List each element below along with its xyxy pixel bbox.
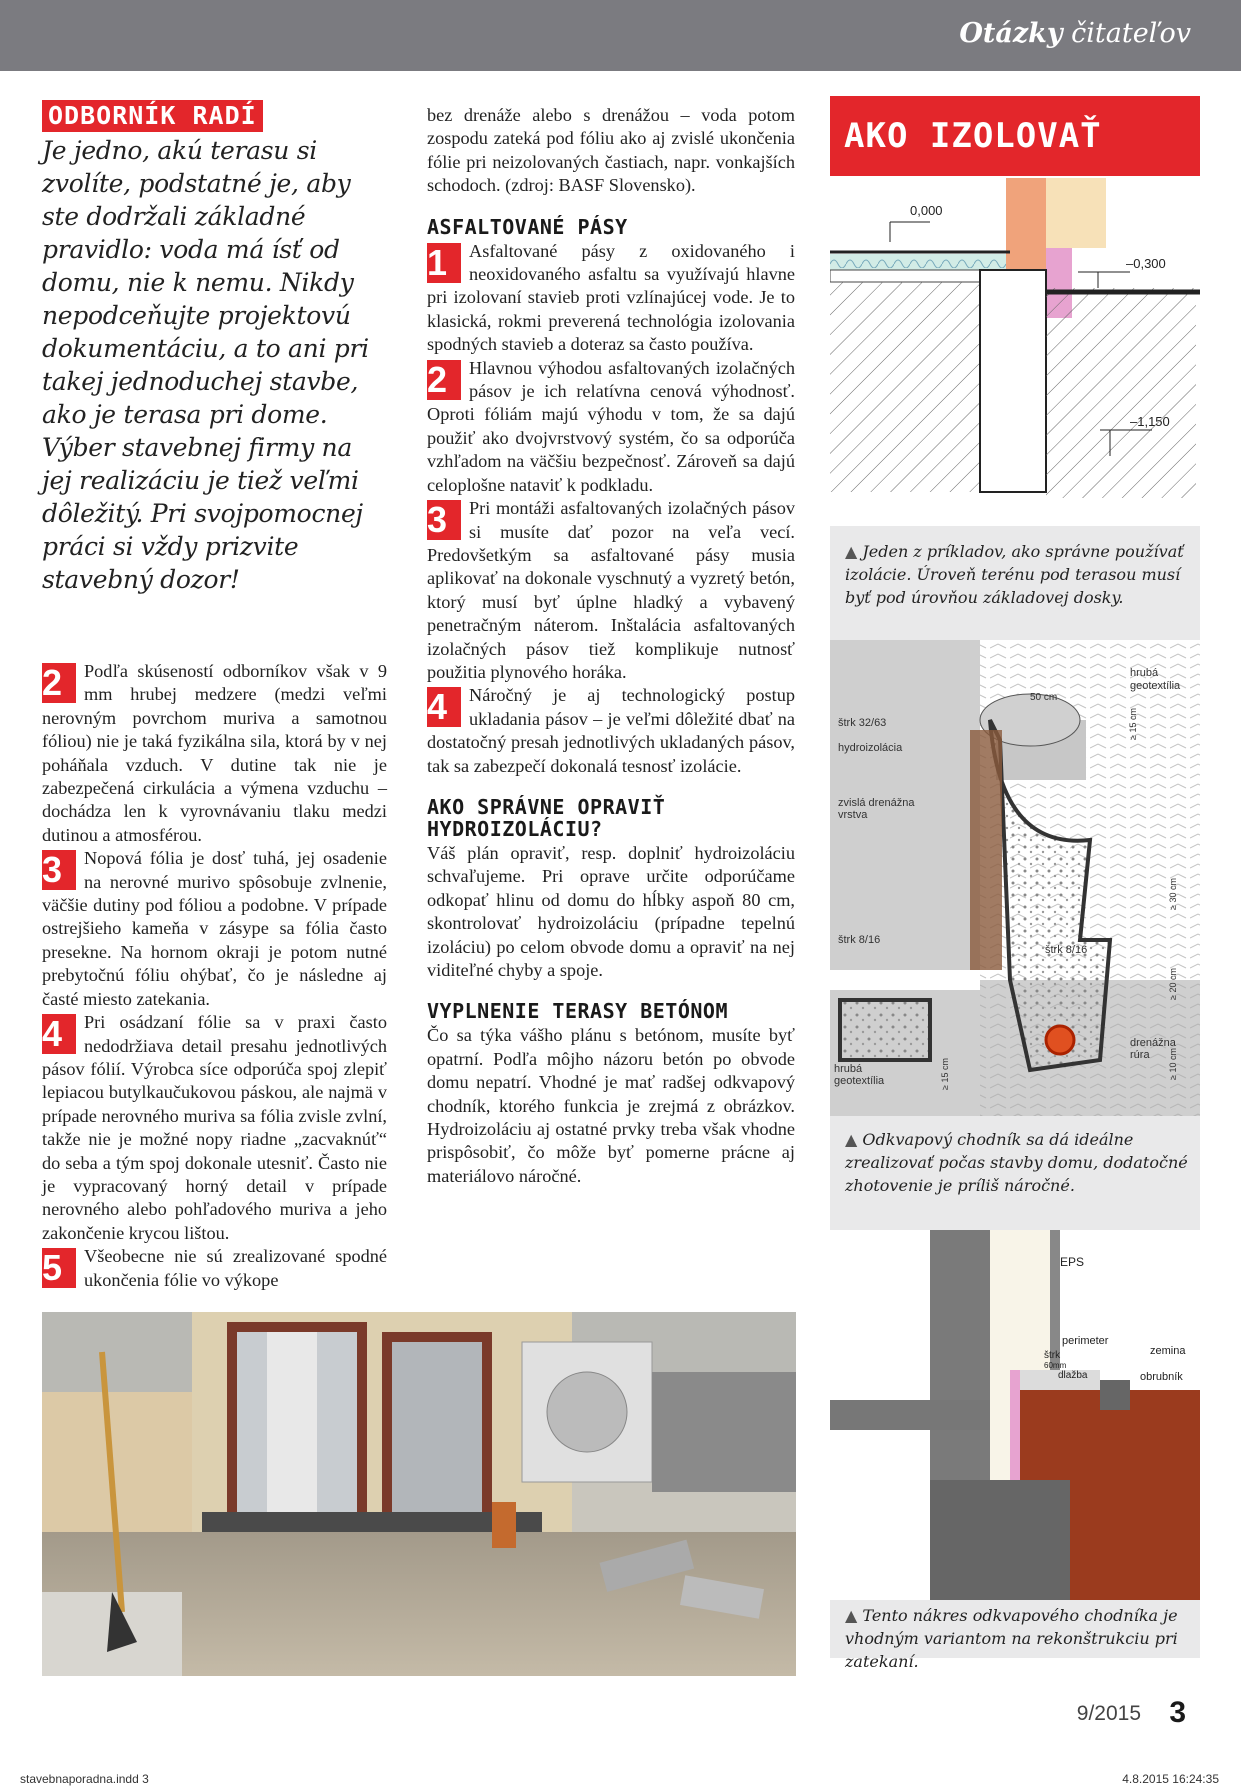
page-number: 3 (1169, 1696, 1186, 1729)
footer-filename: stavebnaporadna.indd 3 (20, 1772, 149, 1786)
col1-item (42, 1245, 387, 1292)
level-label-300: –0,300 (1126, 256, 1166, 271)
level-label-0: 0,000 (910, 203, 943, 218)
caption-diagram-2: ▲ Odkvapový chodník sa dá ideálne zrealizovať počas stavby domu, dodatočné zhotovenie je príliš náročné. (845, 1130, 1188, 1195)
asfalt-item (427, 684, 795, 778)
panel-title-box (830, 96, 1200, 176)
svg-text:EPS: EPS (1060, 1255, 1085, 1269)
svg-text:štrk 32/63: štrk 32/63 (838, 717, 887, 729)
svg-text:≥ 15 cm: ≥ 15 cm (940, 1058, 950, 1090)
number-badge: 2 (42, 663, 76, 703)
svg-text:štrk 8/16: štrk 8/16 (838, 934, 881, 946)
item-text: Všeobecne nie sú zrealizované spodné ukončenia fólie vo výkope (84, 1246, 387, 1290)
svg-text:perimeter: perimeter (1062, 1335, 1109, 1347)
level-label-1150: –1,150 (1130, 414, 1170, 429)
number-badge: 3 (42, 850, 76, 890)
svg-text:obrubník: obrubník (1140, 1371, 1183, 1383)
diagram-drip-walkway (830, 640, 1200, 1116)
photo-house-terrace (42, 1312, 796, 1676)
item-text: Hlavnou výhodou asfaltovaných izolačných pásov je ich relatívna cenová výhodnosť. Oproti fóliám majú výhodu v tom, že sa dajú použiť ako dvojvrstvový systém, čo sa odporúča vzhľadom na väčšiu bezpečnosť. Zároveň sa dajú celoplošne nataviť k podkladu. (427, 357, 795, 495)
panel-title: AKO IZOLOVAŤ (844, 116, 1102, 156)
svg-text:≥ 30 cm: ≥ 30 cm (1168, 878, 1178, 910)
svg-text:hrubá: hrubá (834, 1063, 863, 1075)
caption-diagram-3: ▲ Tento nákres odkvapového chodníka je vhodným variantom na rekonštrukciu pri zatekaní. (845, 1606, 1178, 1671)
col1-item (42, 660, 387, 847)
header-bar (0, 0, 1241, 71)
asfalt-item (427, 357, 795, 497)
number-badge: 3 (427, 500, 461, 540)
intro-paragraph: bez drenáže alebo s drenážou – voda potom zospodu zateká pod fóliu ako aj zvislé ukončenia fólie pri neizolovaných častiach, napr. vonkajších schodoch. (zdroj: BASF Slovensko). (427, 105, 795, 196)
item-text: Nopová fólia je dosť tuhá, jej osadenie na nerovné murivo spôsobuje zvlnenie, väčšie dutiny pod fóliou a podobne. V prípade ostrejšieho kameňa v zásype sa fólia často presekne. Na hornom okraji je potom nutné prebytočnú fóliu ohýbať, čo je následne aj časté miesto zatekania. (42, 848, 387, 1009)
svg-text:60mm: 60mm (1044, 1361, 1067, 1370)
number-badge: 5 (42, 1248, 76, 1288)
issue-number: 9/2015 (1076, 1702, 1141, 1725)
svg-text:rúra: rúra (1130, 1049, 1150, 1061)
col1-item (42, 847, 387, 1011)
expert-label: ODBORNÍK RADÍ (42, 100, 263, 132)
svg-text:drenážna: drenážna (1130, 1037, 1176, 1049)
svg-text:hrubá: hrubá (1130, 667, 1159, 679)
paragraph-vyplnenie-terasy: Čo sa týka vášho plánu s betónom, musíte byť opatrní. Podľa môjho názoru betón po obvode domu nepatrí. Vhodné je mať radšej odkvapový chodník, ktorého funkcia je zrejmá z obrázkov. Hydroizoláciu aj ostatné prvky treba však vhodne prispôsobiť, čo môže byť pomerne prácne aj materiálovo náročné. (427, 1025, 795, 1186)
heading-asfaltovane-pasy: ASFALTOVANÉ PÁSY (427, 214, 628, 239)
asfalt-item (427, 497, 795, 684)
svg-text:≥ 15 cm: ≥ 15 cm (1128, 708, 1138, 740)
diagram-reconstruction (830, 1230, 1200, 1600)
number-badge: 4 (427, 687, 461, 727)
paragraph-ako-opravit: Váš plán opraviť, resp. doplniť hydroizoláciu schvaľujeme. Pri oprave určite odporúčame odkopať hlinu od domu do hĺbky aspoň 80 cm, skontrolovať hydroizoláciu (prípadne tepelnú izoláciu) po celom obvode domu a opraviť na nej viditeľné chyby a spoje. (427, 842, 795, 980)
svg-text:zvislá drenážna: zvislá drenážna (838, 797, 915, 809)
item-text: Asfaltované pásy z oxidovaného i neoxidovaného asfaltu sa využívajú hlavne pri izolovaní stavieb proti vzlínajúcej vode. Je to klasická, rokmi preverená technológia izolovania spodných stavieb a doteraz sa často používa. (427, 240, 795, 355)
item-text: Pri montáži asfaltovaných izolačných pásov si musíte dať pozor na veľa vecí. Predovšetkým sa asfaltované pásy musia aplikovať na dokonale vyschnutý a vyzretý betón, ktorý musí byť úplne hladký a vybavený penetračným náterom. Inštalácia asfaltovaných izolačných pásov tiež komplikuje nutnosť použitia plynového horáka. (427, 498, 795, 682)
svg-text:zemina: zemina (1150, 1345, 1186, 1357)
number-badge: 4 (42, 1014, 76, 1054)
heading-ako-opravit: AKO SPRÁVNE OPRAVIŤ HYDROIZOLÁCIU? (427, 794, 666, 841)
column-middle (427, 104, 795, 1188)
item-text: Pri osádzaní fólie sa v praxi často nedodržiava detail presahu jednotlivých pásov fólií. Výrobca síce odporúča spoj zlepiť lepiacou butylkaučukovou páskou, ale najmä v prípade nerovného muriva sa fólia zvisle zvlní, takže nie je možné nopy riadne „zacvaknúť“ do seba a tým spoj dokonale utesniť. Často nie je vypracovaný horný detail v prípade nerovného alebo pohľadového muriva a jeho zakončenie krycou lištou. (42, 1012, 387, 1243)
svg-text:≥ 10 cm: ≥ 10 cm (1168, 1048, 1178, 1080)
item-text: Podľa skúseností odborníkov však v 9 mm hrubej medzere (medzi veľmi nerovným povrchom muriva a samotnou fóliou) nie je taká fyzikálna sila, ktorá by v nej poháňala vzduch. V dutine tak nie je zabezpečená cirkulácia a výmena vzduchu – dochádza len k vyrovnávaniu tlaku medzi dutinou a atmosférou. (42, 661, 387, 845)
diagram-terrace-section (830, 176, 1200, 526)
col1-item (42, 1011, 387, 1245)
asfalt-item (427, 240, 795, 357)
expert-quote: Je jedno, akú terasu si zvolíte, podstatné je, aby ste dodržali základné pravidlo: voda má ísť od domu, nie k nemu. Nikdy nepodceňujte projektovú dokumentáciu, a to ani pri takej jednoduchej stavbe, ako je terasa pri dome. Výber stavebnej firmy na jej realizáciu je tiež veľmi dôležitý. Pri svojpomocnej práci si vždy prizvite stavebný dozor! (42, 136, 369, 594)
svg-text:štrk 8/16: štrk 8/16 (1045, 944, 1088, 956)
svg-text:50 cm: 50 cm (1030, 692, 1058, 703)
section-title: Otázky čitateľov (959, 18, 1191, 49)
svg-text:geotextília: geotextília (1130, 680, 1181, 692)
svg-text:štrk: štrk (1044, 1350, 1061, 1361)
item-text: Náročný je aj technologický postup ukladania pásov – je veľmi dôležité dbať na dostatočný presah jednotlivých ukladaných pásov, tak sa zabezpečí dokonalá tesnosť izolácie. (427, 685, 795, 776)
footer-timestamp: 4.8.2015 16:24:35 (1122, 1772, 1219, 1786)
column-left (42, 100, 387, 1292)
svg-text:hydroizolácia: hydroizolácia (838, 742, 903, 754)
svg-text:≥ 20 cm: ≥ 20 cm (1168, 968, 1178, 1000)
number-badge: 1 (427, 243, 461, 283)
svg-text:geotextília: geotextília (834, 1075, 885, 1087)
svg-text:vrstva: vrstva (838, 809, 868, 821)
heading-vyplnenie-terasy: VYPLNENIE TERASY BETÓNOM (427, 999, 728, 1024)
caption-diagram-1: ▲ Jeden z príkladov, ako správne používať izolácie. Úroveň terénu pod terasou musí byť pod úrovňou základovej dosky. (845, 542, 1184, 607)
svg-text:dlažba: dlažba (1058, 1370, 1088, 1381)
number-badge: 2 (427, 360, 461, 400)
